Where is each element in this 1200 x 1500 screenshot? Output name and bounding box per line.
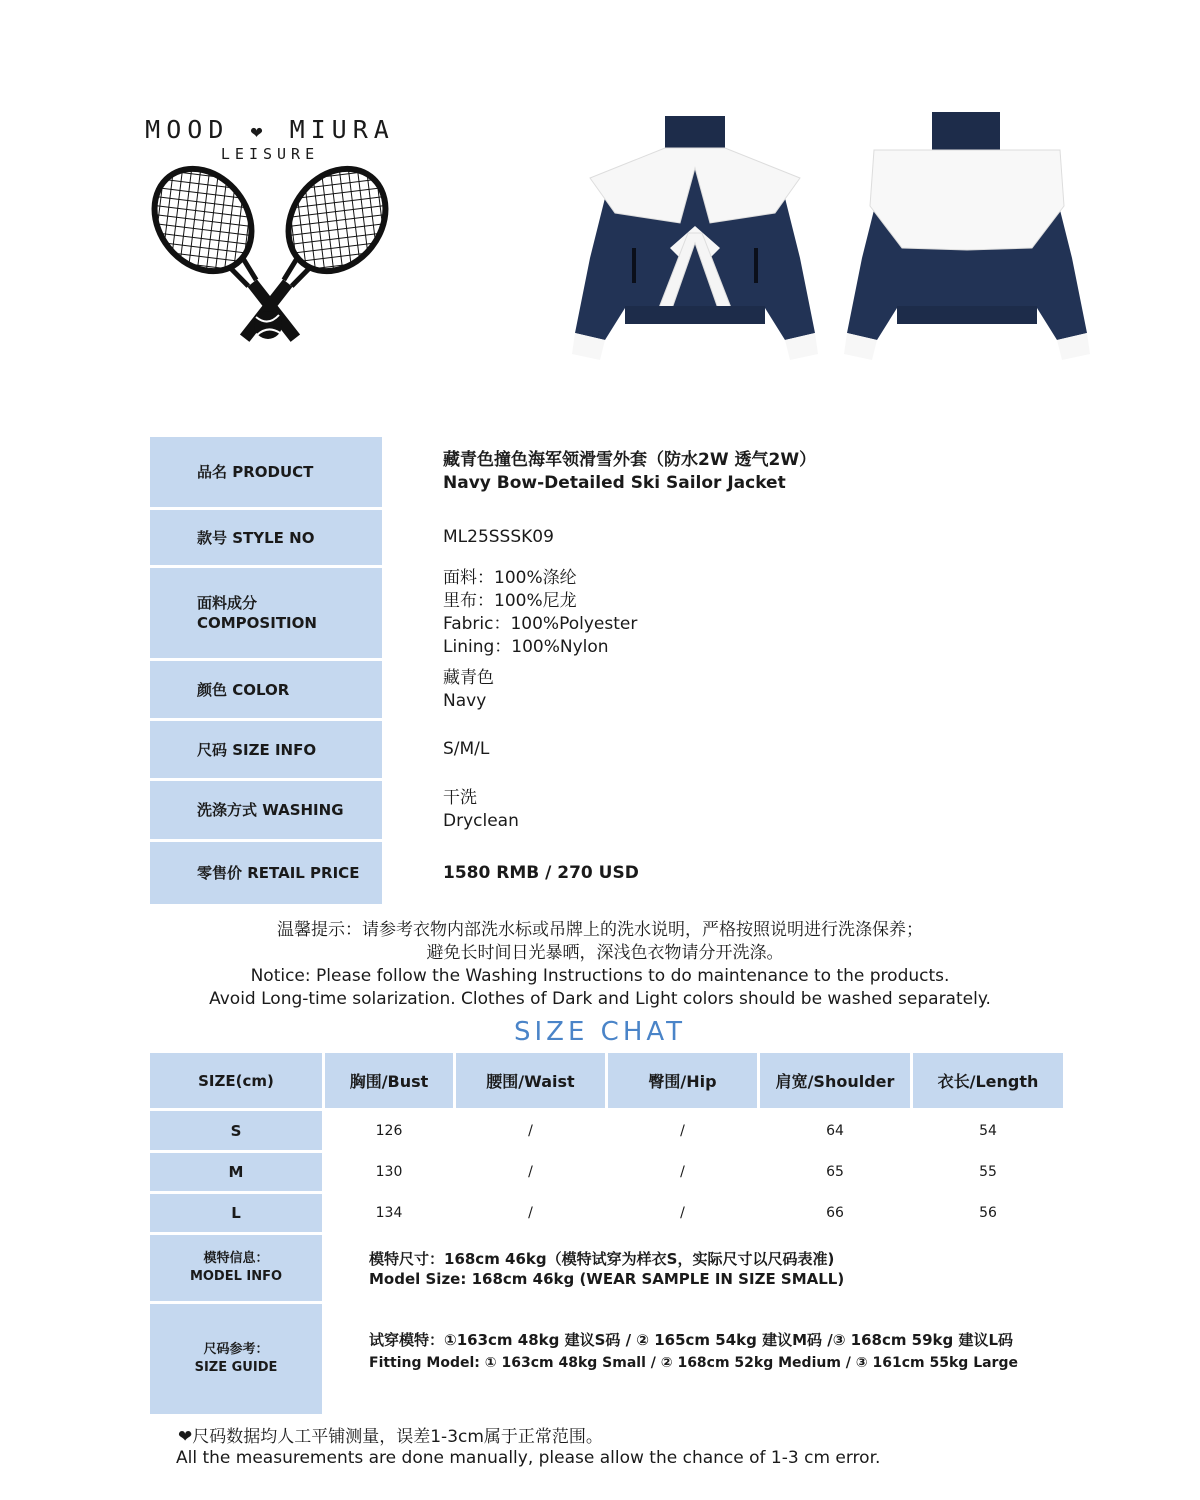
size-cell-waist: / bbox=[528, 1164, 533, 1180]
model-info-label-cn: 模特信息： bbox=[203, 1251, 269, 1266]
size-cell-bust: 134 bbox=[375, 1205, 403, 1221]
info-label-style-no: 款号 STYLE NO bbox=[150, 510, 382, 565]
info-row-product bbox=[150, 437, 1050, 507]
info-value-retail-price bbox=[443, 842, 639, 904]
product-name-cn: 藏青色撞色海军领滑雪外套（防水2W 透气2W） bbox=[443, 450, 817, 470]
brand-logo bbox=[140, 115, 400, 350]
brand-subtitle: LEISURE bbox=[220, 145, 320, 163]
tennis-rackets-icon bbox=[145, 165, 395, 350]
info-label-product: 品名 PRODUCT bbox=[150, 437, 382, 507]
info-value-style-no bbox=[443, 510, 554, 565]
info-label-composition bbox=[150, 568, 382, 658]
model-info-line-en: Model Size: 168cm 46kg (WEAR SAMPLE IN SIZE SMALL) bbox=[369, 1270, 845, 1288]
measurement-note-en: All the measurements are done manually, please allow the chance of 1-3 cm error. bbox=[176, 1448, 881, 1468]
size-header-hip: 臀围/Hip bbox=[608, 1053, 757, 1108]
size-cell-length: 54 bbox=[979, 1122, 997, 1139]
brand-name bbox=[140, 115, 400, 144]
size-header-size: SIZE(cm) bbox=[150, 1053, 322, 1108]
info-row-washing bbox=[150, 781, 1050, 839]
brand-name-right: MIURA bbox=[289, 115, 395, 144]
size-cell-bust: 126 bbox=[375, 1122, 403, 1139]
notice-text bbox=[0, 919, 1200, 1011]
info-label-retail-price: 零售价 RETAIL PRICE bbox=[150, 842, 382, 904]
notice-line-cn-2: 避免长时间日光暴晒，深浅色衣物请分开洗涤。 bbox=[426, 943, 784, 963]
info-row-style-no bbox=[150, 510, 1050, 565]
size-list: S/M/L bbox=[443, 739, 490, 759]
size-cell-hip: / bbox=[680, 1205, 685, 1221]
composition-line: Fabric：100%Polyester bbox=[443, 614, 638, 634]
size-cell-hip: / bbox=[680, 1122, 685, 1139]
brand-name-left: MOOD bbox=[145, 115, 230, 144]
info-row-size-info bbox=[150, 721, 1050, 778]
size-chart-title: SIZE CHAT bbox=[513, 1017, 687, 1047]
size-cell-length: 56 bbox=[979, 1205, 997, 1221]
style-number: ML25SSSK09 bbox=[443, 527, 554, 547]
info-row-retail-price bbox=[150, 842, 1050, 904]
size-guide-label-cn: 尺码参考： bbox=[203, 1342, 269, 1357]
size-row-label: L bbox=[150, 1194, 322, 1232]
size-guide-line-en: Fitting Model: ① 163cm 48kg Small / ② 168cm 52kg Medium / ③ 161cm 55kg Large bbox=[369, 1355, 1018, 1371]
info-value-product bbox=[443, 437, 816, 507]
info-label-color: 颜色 COLOR bbox=[150, 661, 382, 718]
model-info-line-cn: 模特尺寸：168cm 46kg（模特试穿为样衣S，实际尺寸以尺码表准) bbox=[369, 1250, 835, 1268]
size-cell-shoulder: 65 bbox=[826, 1164, 844, 1180]
product-name-en: Navy Bow-Detailed Ski Sailor Jacket bbox=[443, 473, 786, 493]
model-info-label-en: MODEL INFO bbox=[189, 1269, 283, 1284]
size-header-shoulder: 肩宽/Shoulder bbox=[760, 1053, 910, 1108]
size-cell-length: 55 bbox=[979, 1164, 997, 1180]
composition-line: 里布：100%尼龙 bbox=[443, 591, 577, 611]
size-guide-text bbox=[369, 1329, 1018, 1375]
size-cell-shoulder: 64 bbox=[826, 1122, 844, 1139]
size-header-waist: 腰围/Waist bbox=[456, 1053, 605, 1108]
retail-price: 1580 RMB / 270 USD bbox=[443, 862, 639, 883]
notice-line-en-2: Avoid Long-time solarization. Clothes of Dark and Light colors should be washed separately. bbox=[209, 989, 991, 1009]
size-cell-waist: / bbox=[528, 1122, 533, 1139]
jacket-back-image bbox=[832, 108, 1102, 368]
info-label-washing: 洗涤方式 WASHING bbox=[150, 781, 382, 839]
measurement-note bbox=[178, 1427, 880, 1469]
composition-line: 面料：100%涤纶 bbox=[443, 568, 577, 588]
size-guide-line-cn: 试穿模特：①163cm 48kg 建议S码 / ② 165cm 54kg 建议M码 /③ 168cm 59kg 建议L码 bbox=[369, 1331, 1014, 1349]
info-row-composition bbox=[150, 568, 1050, 658]
size-cell-bust: 130 bbox=[375, 1164, 403, 1180]
info-value-color bbox=[443, 661, 494, 724]
color-cn: 藏青色 bbox=[443, 668, 494, 688]
info-value-washing bbox=[443, 781, 519, 839]
jacket-front-image bbox=[560, 108, 830, 368]
size-cell-hip: / bbox=[680, 1164, 685, 1180]
washing-cn: 干洗 bbox=[443, 788, 477, 808]
composition-line: Lining：100%Nylon bbox=[443, 637, 609, 657]
notice-line-en-1: Notice: Please follow the Washing Instructions to do maintenance to the products. bbox=[250, 966, 950, 986]
info-row-color bbox=[150, 661, 1050, 718]
color-en: Navy bbox=[443, 691, 487, 711]
size-cell-shoulder: 66 bbox=[826, 1205, 844, 1221]
size-row-label: S bbox=[150, 1111, 322, 1150]
size-guide-label-en: SIZE GUIDE bbox=[194, 1360, 278, 1375]
info-value-size-info bbox=[443, 721, 489, 778]
size-header-bust: 胸围/Bust bbox=[325, 1053, 453, 1108]
info-value-composition bbox=[443, 568, 637, 658]
washing-en: Dryclean bbox=[443, 811, 519, 831]
heart-icon: ❤ bbox=[250, 119, 269, 143]
notice-line-cn-1: 温馨提示：请参考衣物内部洗水标或吊牌上的洗水说明，严格按照说明进行洗涤保养； bbox=[277, 920, 923, 940]
size-header-length: 衣长/Length bbox=[913, 1053, 1063, 1108]
composition-label-cn: 面料成分 bbox=[197, 594, 258, 612]
size-guide-label bbox=[150, 1304, 322, 1414]
composition-label-en: COMPOSITION bbox=[197, 614, 317, 632]
size-cell-waist: / bbox=[528, 1205, 533, 1221]
measurement-note-cn: ❤尺码数据均人工平铺测量，误差1-3cm属于正常范围。 bbox=[178, 1427, 603, 1447]
model-info-text bbox=[369, 1249, 844, 1289]
size-row-label: M bbox=[150, 1153, 322, 1191]
info-label-size-info: 尺码 SIZE INFO bbox=[150, 721, 382, 778]
model-info-label bbox=[150, 1235, 322, 1301]
